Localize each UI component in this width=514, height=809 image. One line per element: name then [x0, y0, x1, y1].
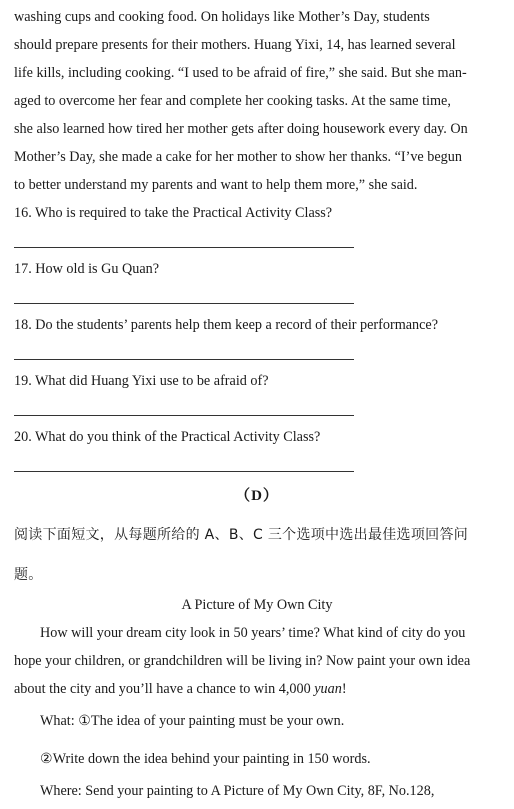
passage-line: washing cups and cooking food. On holidays like Mother’s Day, students — [14, 9, 430, 25]
instructions-line: 题。 — [14, 567, 43, 583]
question-18: 18. Do the students’ parents help them keep a record of their performance? — [14, 317, 439, 333]
question-17: 17. How old is Gu Quan? — [14, 261, 160, 277]
answer-line-18[interactable] — [14, 359, 354, 360]
answer-line-19[interactable] — [14, 415, 354, 416]
passage-line: to better understand my parents and want to help them more,” she said. — [14, 177, 418, 193]
passage-line: Mother’s Day, she made a cake for her mother to show her thanks. “I’ve begun — [14, 149, 462, 165]
passage-text: about the city and you’ll have a chance to win 4,000 — [14, 681, 315, 697]
currency-word: yuan — [314, 681, 342, 697]
passage-line: How will your dream city look in 50 years’ time? What kind of city do you — [40, 625, 466, 641]
passage-line: should prepare presents for their mothers. Huang Yixi, 14, has learned several — [14, 37, 456, 53]
passage-punct: ! — [341, 681, 347, 697]
rule-what-1: What: ①The idea of your painting must be your own. — [40, 713, 345, 729]
passage-line: she also learned how tired her mother gets after doing housework every day. On — [14, 121, 468, 137]
question-19: 19. What did Huang Yixi use to be afraid of? — [14, 373, 269, 389]
passage-line: hope your children, or grandchildren will be living in? Now paint your own idea — [14, 653, 471, 669]
question-20: 20. What do you think of the Practical Activity Class? — [14, 429, 321, 445]
rule-where: Where: Send your painting to A Picture of My Own City, 8F, No.128, — [40, 783, 435, 799]
answer-line-16[interactable] — [14, 247, 354, 248]
passage-line — [14, 680, 506, 698]
answer-line-20[interactable] — [14, 471, 354, 472]
passage-title: A Picture of My Own City — [181, 597, 333, 613]
rule-what-2: ②Write down the idea behind your painting in 150 words. — [40, 751, 371, 767]
answer-line-17[interactable] — [14, 303, 354, 304]
passage-line: life kills, including cooking. “I used to be afraid of fire,” she said. But she man- — [14, 65, 467, 81]
passage-line: aged to overcome her fear and complete her cooking tasks. At the same time, — [14, 93, 451, 109]
instructions-line: 阅读下面短文，从每题所给的 A、B、C 三个选项中选出最佳选项回答问 — [14, 527, 469, 543]
question-16: 16. Who is required to take the Practical Activity Class? — [14, 205, 333, 221]
section-heading: （D） — [235, 488, 279, 504]
